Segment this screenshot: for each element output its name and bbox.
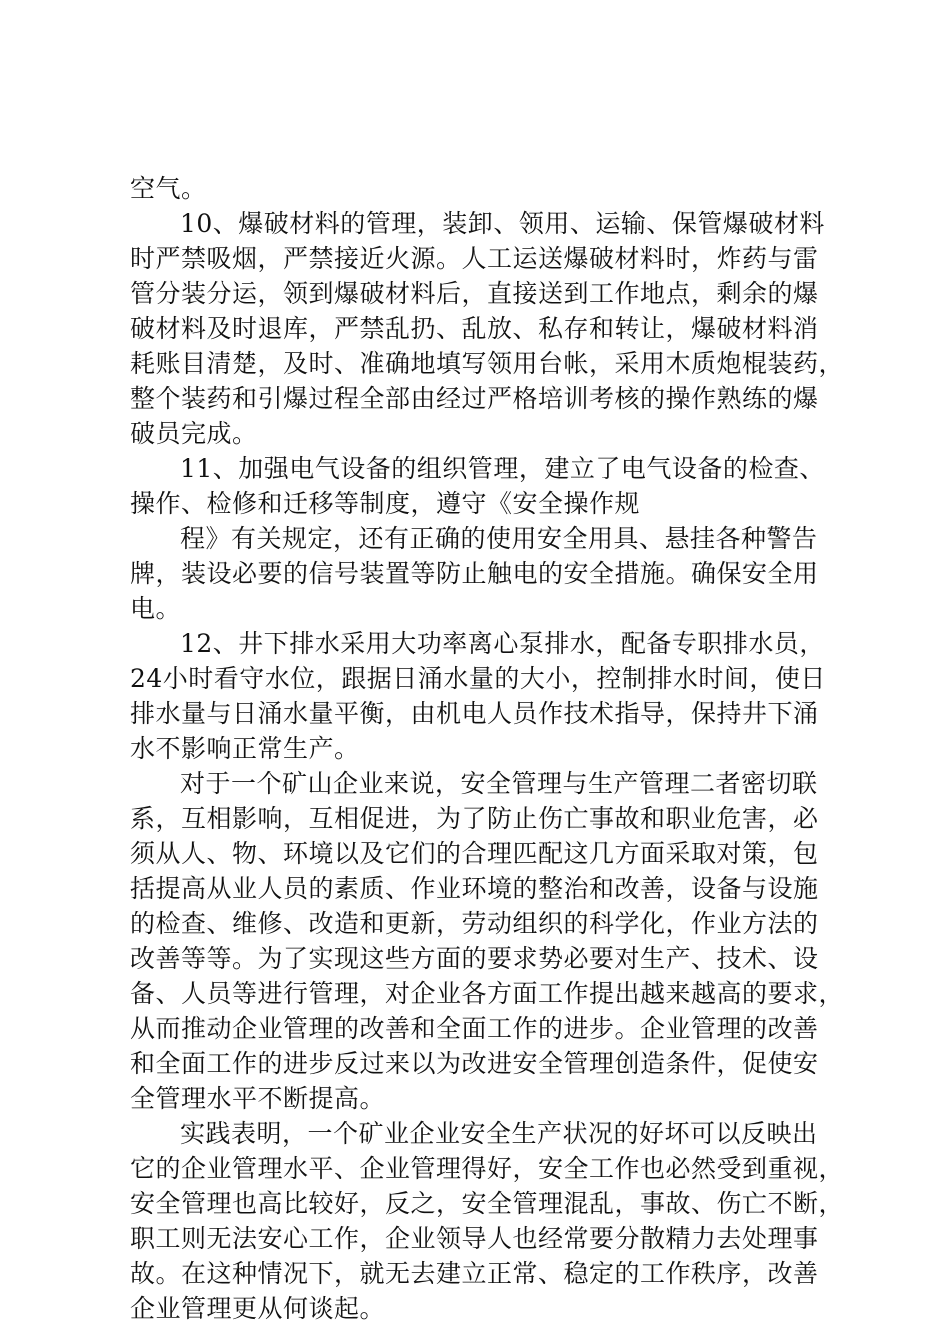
text-line: 安全管理也高比较好，反之，安全管理混乱，事故、伤亡不断， xyxy=(130,1189,845,1218)
text-line: 括提高从业人员的素质、作业环境的整治和改善，设备与设施 xyxy=(130,874,819,903)
text-line: 从而推动企业管理的改善和全面工作的进步。企业管理的改善 xyxy=(130,1014,819,1043)
text-line: 须从人、物、环境以及它们的合理匹配这几方面采取对策，包 xyxy=(130,839,819,868)
text-line: 它的企业管理水平、企业管理得好，安全工作也必然受到重视， xyxy=(130,1154,845,1183)
text-line: 的检查、维修、改造和更新，劳动组织的科学化，作业方法的 xyxy=(130,909,819,938)
text-line: 实践表明，一个矿业企业安全生产状况的好坏可以反映出 xyxy=(180,1119,818,1148)
text-line: 故。在这种情况下，就无去建立正常、稳定的工作秩序，改善 xyxy=(130,1259,819,1288)
text-line: 管分装分运，领到爆破材料后，直接送到工作地点，剩余的爆 xyxy=(130,279,819,308)
text-line: 程》有关规定，还有正确的使用安全用具、悬挂各种警告 xyxy=(180,524,818,553)
text-line: 对于一个矿山企业来说，安全管理与生产管理二者密切联 xyxy=(180,769,818,798)
text-line: 全管理水平不断提高。 xyxy=(130,1084,386,1113)
text-line: 10、爆破材料的管理，装卸、领用、运输、保管爆破材料 xyxy=(180,209,825,238)
text-line: 12、井下排水采用大功率离心泵排水，配备专职排水员， xyxy=(180,629,825,658)
text-line: 企业管理更从何谈起。 xyxy=(130,1294,386,1323)
text-line: 和全面工作的进步反过来以为改进安全管理创造条件，促使安 xyxy=(130,1049,819,1078)
text-line: 24小时看守水位，跟据日涌水量的大小，控制排水时间，使日 xyxy=(130,664,826,693)
text-line: 整个装药和引爆过程全部由经过严格培训考核的操作熟练的爆 xyxy=(130,384,819,413)
text-line: 水不影响正常生产。 xyxy=(130,734,360,763)
text-line: 电。 xyxy=(130,594,182,623)
text-line: 空气。 xyxy=(130,174,207,203)
text-line: 排水量与日涌水量平衡，由机电人员作技术指导，保持井下涌 xyxy=(130,699,819,728)
text-line: 耗账目清楚，及时、准确地填写领用台帐，采用木质炮棍装药， xyxy=(130,349,845,378)
text-line: 操作、检修和迁移等制度，遵守《安全操作规 xyxy=(130,489,641,518)
text-line: 职工则无法安心工作，企业领导人也经常要分散精力去处理事 xyxy=(130,1224,819,1253)
text-line: 时严禁吸烟，严禁接近火源。人工运送爆破材料时，炸药与雷 xyxy=(130,244,819,273)
text-line: 改善等等。为了实现这些方面的要求势必要对生产、技术、设 xyxy=(130,944,819,973)
text-line: 破材料及时退库，严禁乱扔、乱放、私存和转让，爆破材料消 xyxy=(130,314,819,343)
text-line: 破员完成。 xyxy=(130,419,258,448)
text-line: 备、人员等进行管理，对企业各方面工作提出越来越高的要求， xyxy=(130,979,845,1008)
text-line: 牌，装设必要的信号装置等防止触电的安全措施。确保安全用 xyxy=(130,559,819,588)
text-line: 系，互相影响，互相促进，为了防止伤亡事故和职业危害，必 xyxy=(130,804,819,833)
text-line: 11、加强电气设备的组织管理，建立了电气设备的检查、 xyxy=(180,454,825,483)
